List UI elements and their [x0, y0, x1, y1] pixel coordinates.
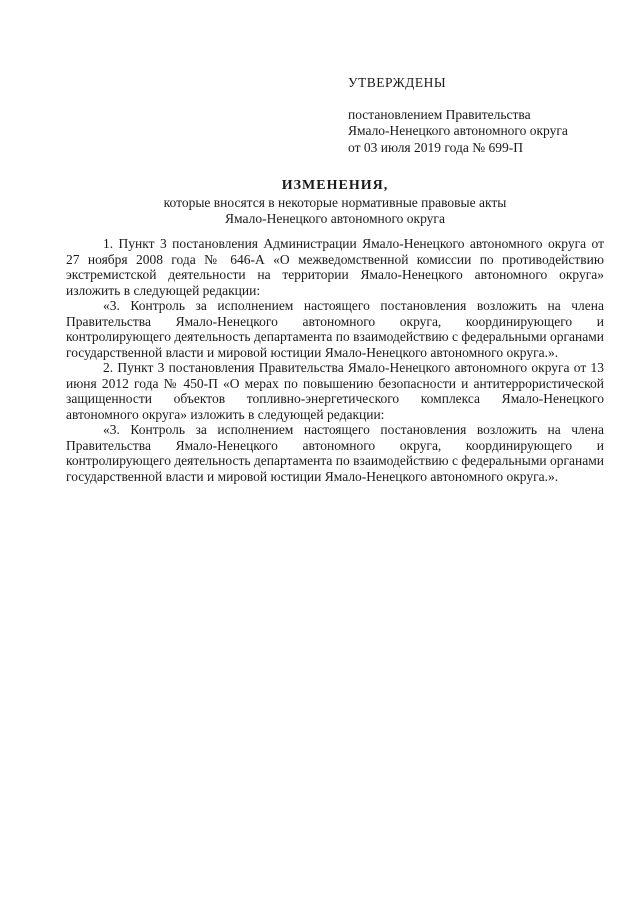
approval-line-2: Ямало-Ненецкого автономного округа: [348, 123, 568, 138]
approval-line-3: от 03 июля 2019 года № 699-П: [348, 139, 523, 155]
approval-line-1: постановлением Правительства: [348, 106, 531, 122]
document-body: [66, 236, 604, 484]
paragraph-1-quote: «3. Контроль за исполнением настоящего постановления возложить на члена Правительства Ямало-Ненецкого автономного округа, координирующего и контролирующего деятельность департамента по взаимодействию с федеральными органами государственной власти и мировой юстиции Ямало-Ненецкого автономного округа.».: [66, 298, 605, 360]
document-subtitle-line-1: которые вносятся в некоторые нормативные правовые акты: [163, 195, 507, 210]
approval-block: [348, 75, 628, 156]
document-subtitle-line-2: Ямало-Ненецкого автономного округа: [225, 210, 445, 226]
paragraph-2-quote: «3. Контроль за исполнением настоящего постановления возложить на члена Правительства Ямало-Ненецкого автономного округа, координирующего и контролирующего деятельность департамента по взаимодействию с федеральными органами государственной власти и мировой юстиции Ямало-Ненецкого автономного округа.».: [66, 422, 605, 484]
document-title-block: [66, 177, 604, 226]
paragraph-1: 1. Пункт 3 постановления Администрации Ямало-Ненецкого автономного округа от 27 ноября 2008 года № 646-А «О межведомственной комиссии по противодействию экстремистской деятельности на территории Ямало-Ненецкого автономного округа» изложить в следующей редакции:: [66, 236, 604, 298]
paragraph-2: 2. Пункт 3 постановления Правительства Ямало-Ненецкого автономного округа от 13 июня 2012 года № 450-П «О мерах по повышению безопасности и антитеррористической защищенности объектов топливно-энергетического комплекса Ямало-Ненецкого автономного округа» изложить в следующей редакции:: [66, 360, 604, 422]
document-title: ИЗМЕНЕНИЯ,: [281, 178, 389, 193]
approval-heading: УТВЕРЖДЕНЫ: [348, 75, 447, 90]
